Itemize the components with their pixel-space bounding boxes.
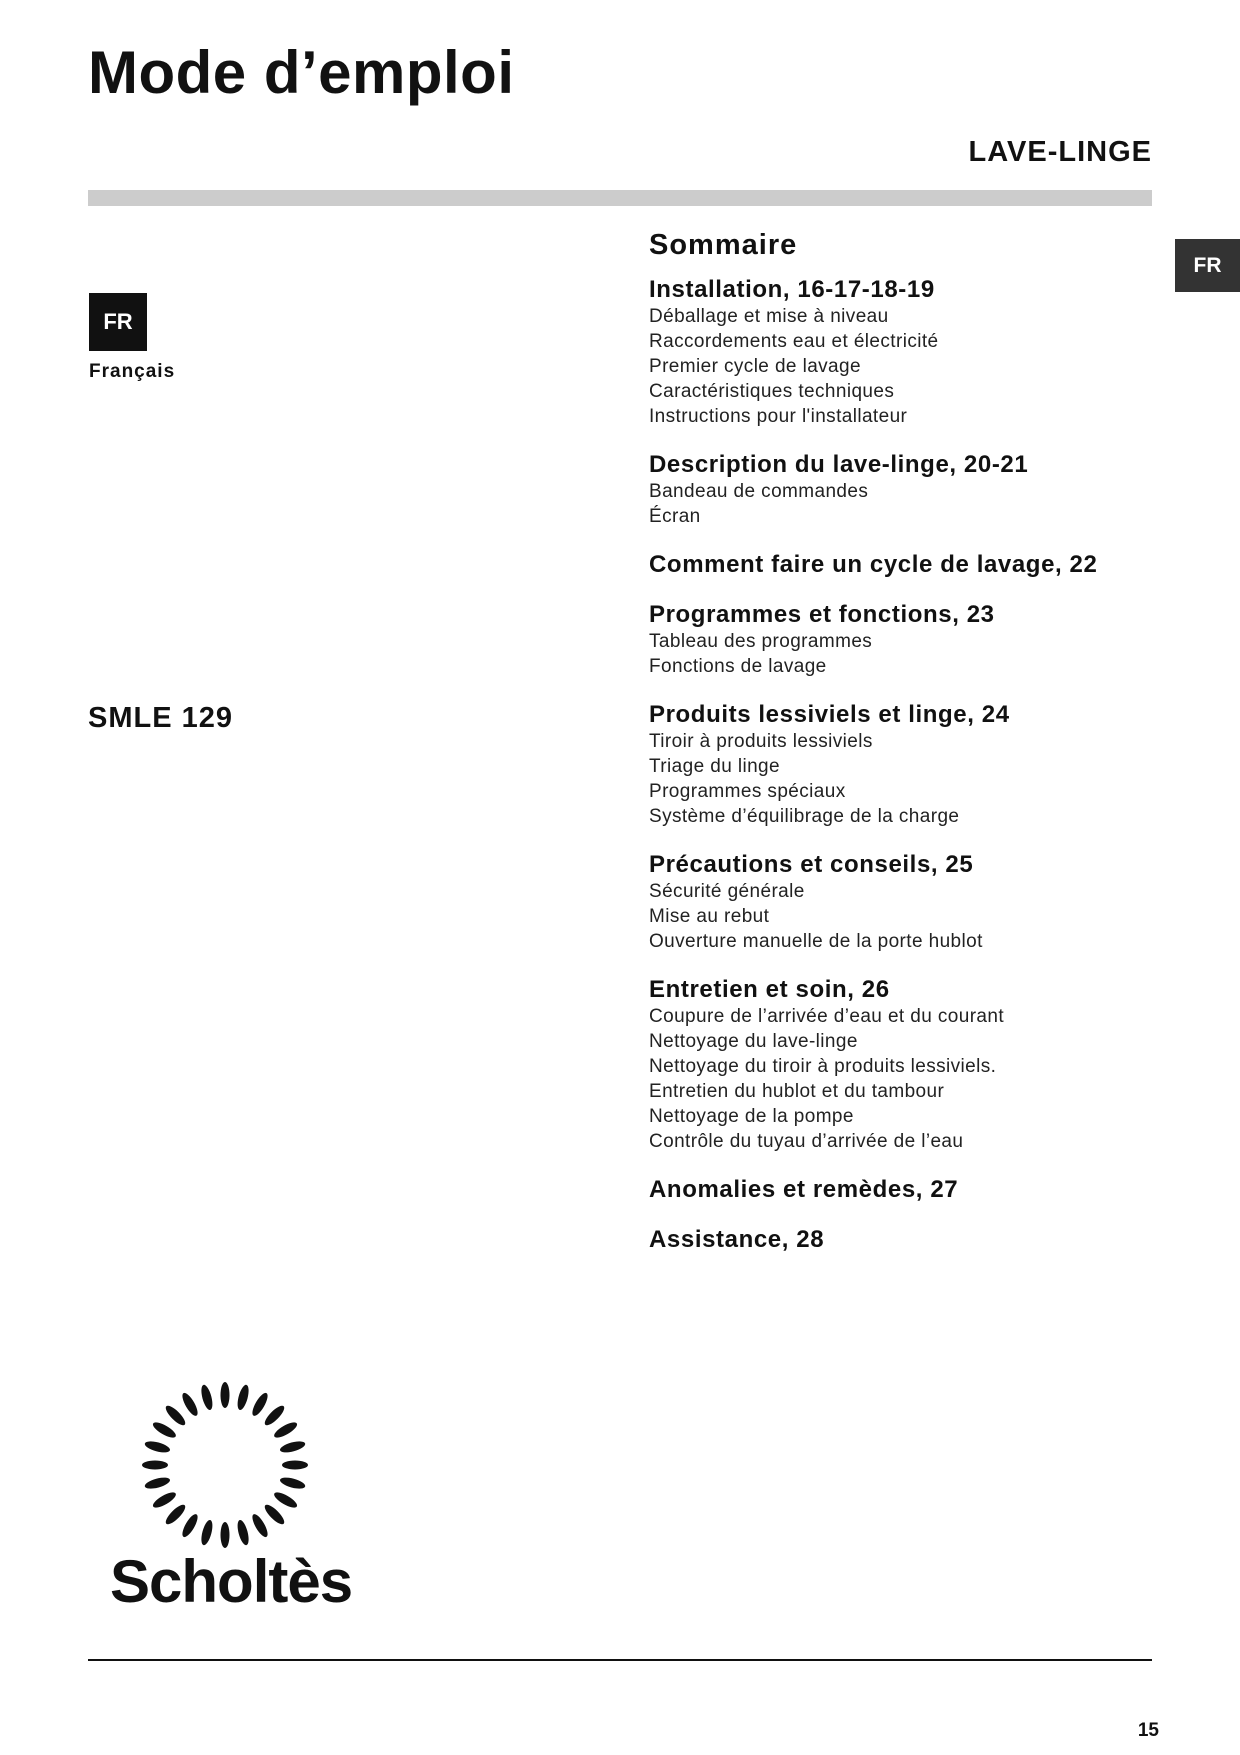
toc-sub-item: Fonctions de lavage xyxy=(649,656,827,677)
toc-section xyxy=(649,1226,1169,1254)
toc-sub-item: Contrôle du tuyau d’arrivée de l’eau xyxy=(649,1131,964,1152)
toc-sub-item: Raccordements eau et électricité xyxy=(649,331,939,352)
toc-sub-item: Nettoyage du tiroir à produits lessiviels. xyxy=(649,1056,997,1077)
toc-section-title: Entretien et soin, 26 xyxy=(649,976,890,1003)
brand-logo xyxy=(100,1370,360,1620)
sun-ray xyxy=(250,1512,271,1539)
toc-section xyxy=(649,851,1169,954)
sun-ray xyxy=(180,1512,201,1539)
toc-sub-item: Nettoyage du lave-linge xyxy=(649,1031,858,1052)
sun-ray xyxy=(144,1475,171,1490)
sun-ray xyxy=(221,1382,230,1408)
language-code-badge: FR xyxy=(89,293,147,351)
sun-ray xyxy=(235,1519,250,1546)
toc-sub-item: Entretien du hublot et du tambour xyxy=(649,1081,945,1102)
language-side-tab: FR xyxy=(1175,239,1240,292)
document-title: Mode d’emploi xyxy=(88,39,515,106)
sun-ray xyxy=(163,1403,188,1428)
footer-rule xyxy=(88,1659,1152,1661)
toc-sections xyxy=(649,276,1169,1254)
toc-section-title: Produits lessiviels et linge, 24 xyxy=(649,701,1010,728)
toc-sub-item: Tiroir à produits lessiviels xyxy=(649,731,873,752)
toc-sub-item: Écran xyxy=(649,506,701,527)
toc-sub-item: Premier cycle de lavage xyxy=(649,356,861,377)
model-number: SMLE 129 xyxy=(88,702,233,734)
toc-sub-item: Coupure de l’arrivée d’eau et du courant xyxy=(649,1006,1005,1027)
toc-section-title: Anomalies et remèdes, 27 xyxy=(649,1176,959,1203)
toc-section xyxy=(649,451,1169,529)
toc-sub-item: Nettoyage de la pompe xyxy=(649,1106,854,1127)
sun-ray xyxy=(199,1384,214,1411)
toc-heading: Sommaire xyxy=(649,229,798,261)
toc-section-title: Assistance, 28 xyxy=(649,1226,825,1253)
toc-sub-item: Bandeau de commandes xyxy=(649,481,869,502)
toc-sub-item: Instructions pour l'installateur xyxy=(649,406,908,427)
sun-ray xyxy=(279,1439,306,1454)
toc-section-title: Description du lave-linge, 20-21 xyxy=(649,451,1029,478)
sun-ray xyxy=(279,1475,306,1490)
toc-section xyxy=(649,701,1169,829)
toc-sub-item: Triage du linge xyxy=(649,756,780,777)
sun-ray xyxy=(262,1502,287,1527)
toc-sub-item: Système d’équilibrage de la charge xyxy=(649,806,960,827)
sun-ray xyxy=(250,1391,271,1418)
sun-ray xyxy=(282,1461,308,1470)
toc-sub-item: Ouverture manuelle de la porte hublot xyxy=(649,931,983,952)
toc-sub-item: Sécurité générale xyxy=(649,881,805,902)
sun-ray xyxy=(144,1439,171,1454)
page-number: 15 xyxy=(1137,1720,1159,1741)
toc-sub-item: Mise au rebut xyxy=(649,906,770,927)
header-bar xyxy=(88,190,1152,206)
sun-burst-icon xyxy=(100,1370,360,1620)
toc-section xyxy=(649,276,1169,429)
sun-ray xyxy=(151,1490,178,1511)
product-type: LAVE-LINGE xyxy=(968,136,1152,168)
toc-section-title: Installation, 16-17-18-19 xyxy=(649,276,935,303)
sun-ray xyxy=(262,1403,287,1428)
toc-sub-item: Tableau des programmes xyxy=(649,631,873,652)
table-of-contents xyxy=(649,224,1169,1276)
toc-section-title: Programmes et fonctions, 23 xyxy=(649,601,995,628)
sun-ray xyxy=(272,1420,299,1441)
sun-ray xyxy=(142,1461,168,1470)
sun-ray xyxy=(235,1384,250,1411)
toc-section xyxy=(649,976,1169,1154)
language-label: Français xyxy=(89,361,176,382)
toc-sub-item: Caractéristiques techniques xyxy=(649,381,895,402)
sun-ray xyxy=(151,1420,178,1441)
toc-section xyxy=(649,1176,1169,1204)
toc-section-title: Comment faire un cycle de lavage, 22 xyxy=(649,551,1098,578)
sun-ray xyxy=(199,1519,214,1546)
toc-section-title: Précautions et conseils, 25 xyxy=(649,851,974,878)
toc-section xyxy=(649,601,1169,679)
sun-ray xyxy=(221,1522,230,1548)
toc-section xyxy=(649,551,1169,579)
sun-ray xyxy=(163,1502,188,1527)
sun-ray xyxy=(272,1490,299,1511)
toc-sub-item: Déballage et mise à niveau xyxy=(649,306,889,327)
brand-wordmark: Scholtès xyxy=(110,1548,353,1615)
toc-sub-item: Programmes spéciaux xyxy=(649,781,846,802)
sun-ray xyxy=(180,1391,201,1418)
